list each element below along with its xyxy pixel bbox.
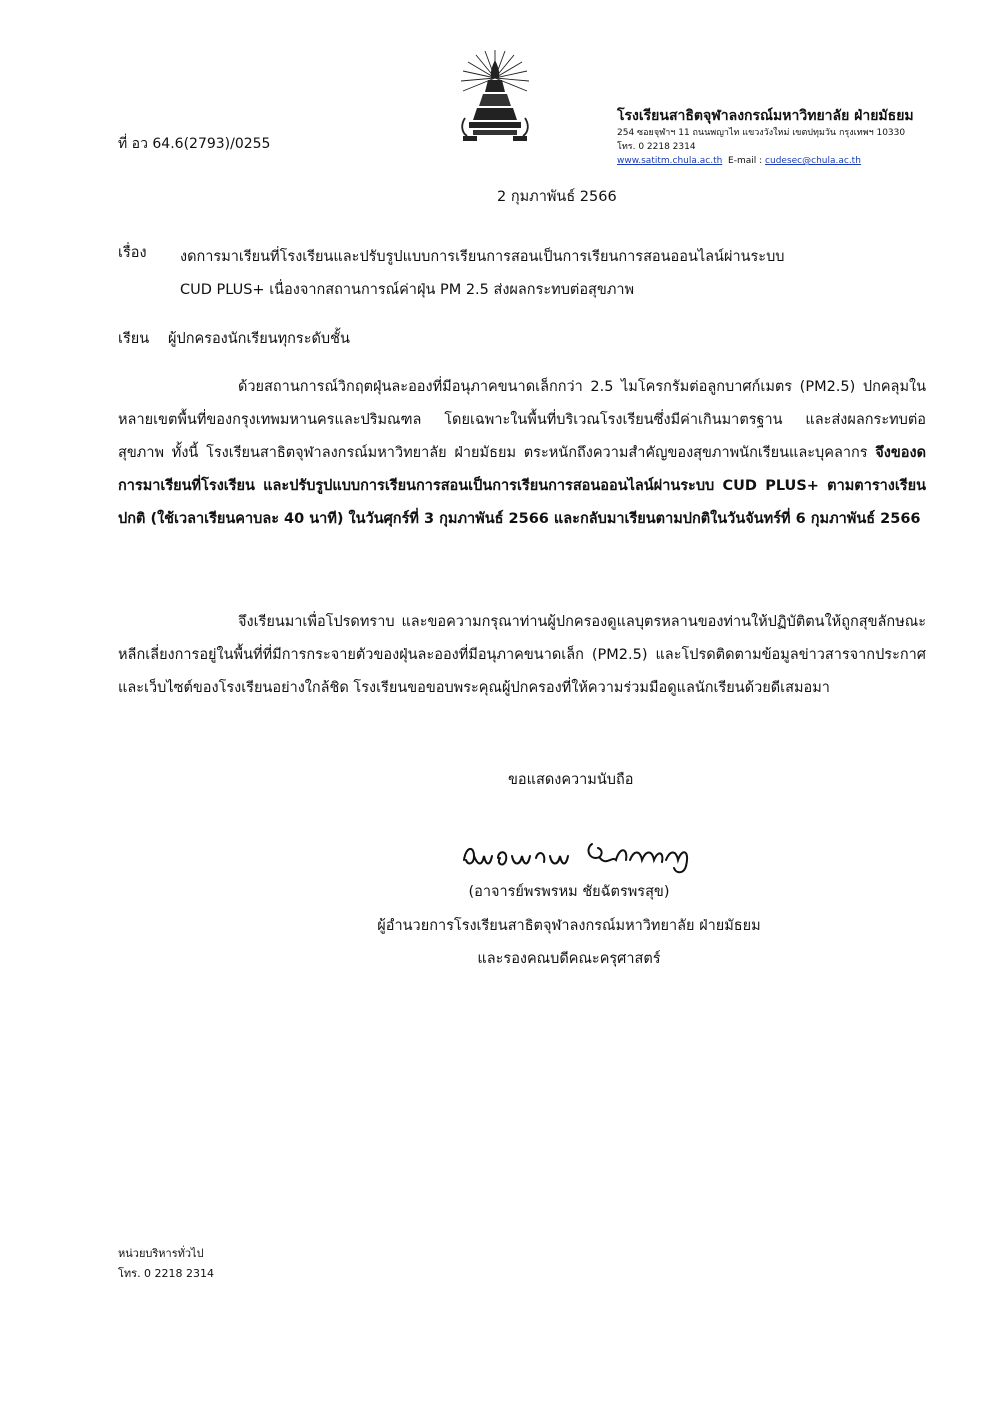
body-paragraph-1-emphasis: จึงของดการมาเรียนที่โรงเรียน และปรับรูปแบบการเรียนการสอนเป็นการเรียนการสอนออนไลน์ผ่านระบบ CUD PLUS+ ตามตารางเรียนปกติ (ใช้เวลาเรียนคาบละ 40 นาที) ในวันศุกร์ที่ 3 กุมภาพันธ์ 2566 และกลับมาเรียนตามปกติในวันจันทร์ที่ 6 กุมภาพันธ์ 2566: [118, 445, 926, 527]
subject-label: เรื่อง: [118, 245, 147, 261]
body-paragraph-1-text: ด้วยสถานการณ์วิกฤตฝุ่นละอองที่มีอนุภาคขนาดเล็กกว่า 2.5 ไมโครกรัมต่อลูกบาศก์เมตร (PM2.5) ปกคลุมในหลายเขตพื้นที่ของกรุงเทพมหานครและปริมณฑล โดยเฉพาะในพื้นที่บริเวณโรงเรียนซึ่งมีค่าเกินมาตรฐาน และส่งผลกระทบต่อสุขภาพ ทั้งนี้ โรงเรียนสาธิตจุฬาลงกรณ์มหาวิทยาลัย ฝ่ายมัธยม ตระหนักถึงความสำคัญของสุขภาพนักเรียนและบุคลากร: [118, 379, 926, 461]
website-link[interactable]: www.satitm.chula.ac.th: [617, 156, 723, 166]
email-link[interactable]: cudesec@chula.ac.th: [765, 156, 861, 166]
school-emblem-logo: [455, 48, 535, 148]
school-name: โรงเรียนสาธิตจุฬาลงกรณ์มหาวิทยาลัย ฝ่ายมัธยม: [617, 108, 914, 124]
recipient-text: ผู้ปกครองนักเรียนทุกระดับชั้น: [168, 331, 350, 347]
subject-line-2: CUD PLUS+ เนื่องจากสถานการณ์ค่าฝุ่น PM 2.5 ส่งผลกระทบต่อสุขภาพ: [180, 282, 635, 298]
subject-line-1: งดการมาเรียนที่โรงเรียนและปรับรูปแบบการเรียนการสอนเป็นการเรียนการสอนออนไลน์ผ่านระบบ: [180, 249, 785, 265]
body-paragraph-1: [118, 371, 926, 536]
letterhead: [617, 109, 947, 171]
email-label: E-mail :: [728, 156, 763, 166]
school-address: 254 ซอยจุฬาฯ 11 ถนนพญาไท แขวงวังใหม่ เขตปทุมวัน กรุงเทพฯ 10330: [617, 128, 906, 138]
recipient-label: เรียน: [118, 331, 150, 347]
school-phone: โทร. 0 2218 2314: [617, 142, 696, 152]
handwritten-signature: [460, 836, 700, 878]
signer-title-1: ผู้อำนวยการโรงเรียนสาธิตจุฬาลงกรณ์มหาวิทยาลัย ฝ่ายมัธยม: [377, 918, 761, 934]
letter-date: 2 กุมภาพันธ์ 2566: [497, 189, 617, 205]
signer-name: (อาจารย์พรพรหม ชัยฉัตรพรสุข): [468, 884, 670, 900]
reference-number: ที่ อว 64.6(2793)/0255: [118, 136, 271, 152]
footer-phone: โทร. 0 2218 2314: [118, 1267, 215, 1280]
signer-title-2: และรองคณบดีคณะครุศาสตร์: [477, 951, 661, 967]
footer-unit: หน่วยบริหารทั่วไป: [118, 1247, 204, 1260]
closing-phrase: ขอแสดงความนับถือ: [508, 772, 634, 788]
body-paragraph-2-text: จึงเรียนมาเพื่อโปรดทราบ และขอความกรุณาท่านผู้ปกครองดูแลบุตรหลานของท่านให้ปฏิบัติตนให้ถูกสุขลักษณะ หลีกเลี่ยงการอยู่ในพื้นที่ที่มีการกระจายตัวของฝุ่นละอองที่มีอนุภาคขนาดเล็ก (PM2.5) และโปรดติดตามข้อมูลข่าวสารจากประกาศและเว็บไซต์ของโรงเรียนอย่างใกล้ชิด โรงเรียนขอขอบพระคุณผู้ปกครองที่ให้ความร่วมมือดูแลนักเรียนด้วยดีเสมอมา: [118, 614, 926, 696]
body-paragraph-2: [118, 606, 926, 705]
school-contact-links: [617, 157, 947, 166]
subject-text: [180, 241, 900, 307]
